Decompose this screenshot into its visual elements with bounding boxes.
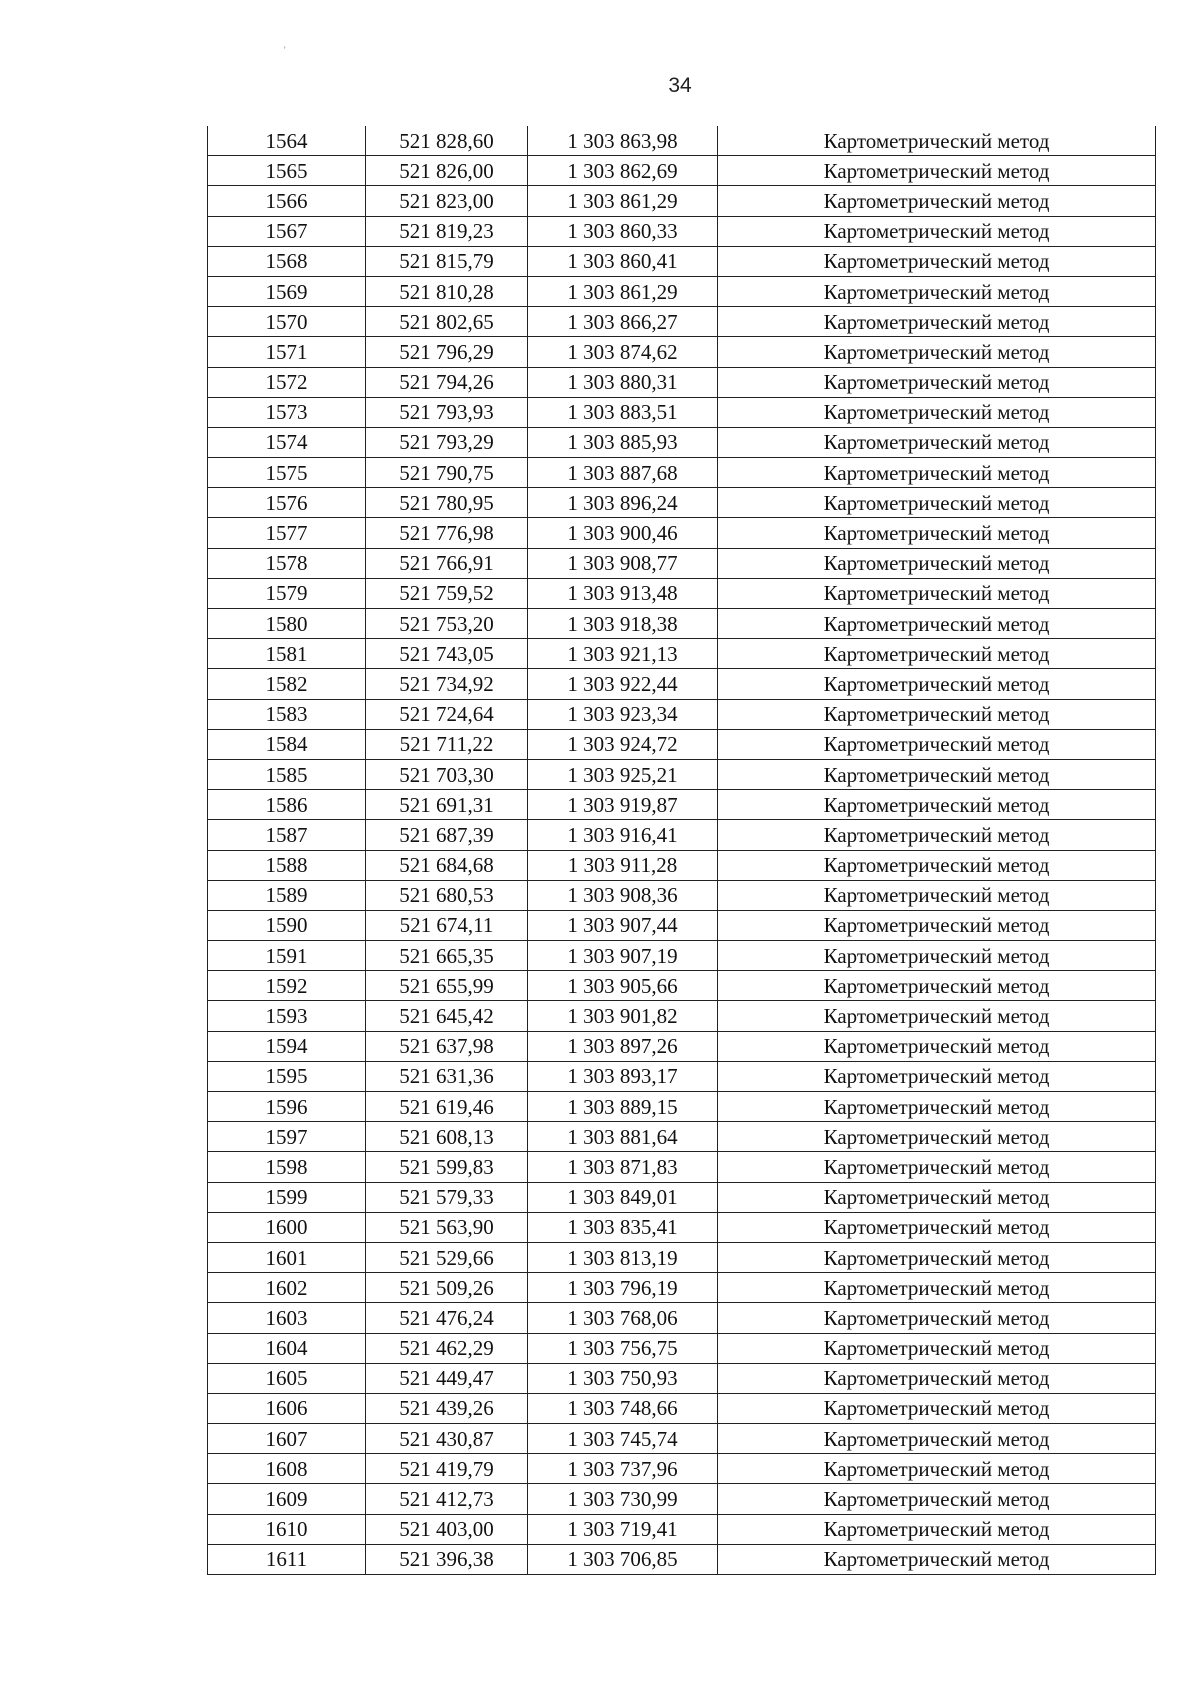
x-coordinate-cell: 521 619,46 — [366, 1092, 528, 1122]
table-row — [208, 1514, 1156, 1544]
point-number-cell: 1609 — [208, 1484, 366, 1514]
x-coordinate-cell: 521 828,60 — [366, 126, 528, 156]
table-row — [208, 971, 1156, 1001]
y-coordinate-cell: 1 303 768,06 — [528, 1303, 718, 1333]
point-number-cell: 1594 — [208, 1031, 366, 1061]
method-cell: Картометрический метод — [718, 488, 1156, 518]
table-row — [208, 216, 1156, 246]
method-cell: Картометрический метод — [718, 337, 1156, 367]
x-coordinate-cell: 521 703,30 — [366, 759, 528, 789]
table-row — [208, 759, 1156, 789]
page-number: 34 — [668, 74, 692, 97]
point-number-cell: 1607 — [208, 1424, 366, 1454]
table-row — [208, 1122, 1156, 1152]
x-coordinate-cell: 521 815,79 — [366, 246, 528, 276]
x-coordinate-cell: 521 599,83 — [366, 1152, 528, 1182]
y-coordinate-cell: 1 303 881,64 — [528, 1122, 718, 1152]
y-coordinate-cell: 1 303 861,29 — [528, 276, 718, 306]
table-row — [208, 548, 1156, 578]
table-row — [208, 1484, 1156, 1514]
table-row — [208, 1363, 1156, 1393]
y-coordinate-cell: 1 303 860,33 — [528, 216, 718, 246]
point-number-cell: 1581 — [208, 639, 366, 669]
method-cell: Картометрический метод — [718, 850, 1156, 880]
method-cell: Картометрический метод — [718, 820, 1156, 850]
point-number-cell: 1578 — [208, 548, 366, 578]
x-coordinate-cell: 521 419,79 — [366, 1454, 528, 1484]
method-cell: Картометрический метод — [718, 276, 1156, 306]
x-coordinate-cell: 521 759,52 — [366, 578, 528, 608]
point-number-cell: 1600 — [208, 1212, 366, 1242]
point-number-cell: 1579 — [208, 578, 366, 608]
point-number-cell: 1564 — [208, 126, 366, 156]
point-number-cell: 1601 — [208, 1242, 366, 1272]
y-coordinate-cell: 1 303 863,98 — [528, 126, 718, 156]
method-cell: Картометрический метод — [718, 1363, 1156, 1393]
x-coordinate-cell: 521 529,66 — [366, 1242, 528, 1272]
table-row — [208, 458, 1156, 488]
point-number-cell: 1596 — [208, 1092, 366, 1122]
x-coordinate-cell: 521 766,91 — [366, 548, 528, 578]
point-number-cell: 1570 — [208, 307, 366, 337]
y-coordinate-cell: 1 303 730,99 — [528, 1484, 718, 1514]
x-coordinate-cell: 521 396,38 — [366, 1544, 528, 1574]
point-number-cell: 1587 — [208, 820, 366, 850]
method-cell: Картометрический метод — [718, 790, 1156, 820]
y-coordinate-cell: 1 303 750,93 — [528, 1363, 718, 1393]
y-coordinate-cell: 1 303 913,48 — [528, 578, 718, 608]
point-number-cell: 1608 — [208, 1454, 366, 1484]
x-coordinate-cell: 521 823,00 — [366, 186, 528, 216]
point-number-cell: 1582 — [208, 669, 366, 699]
table-row — [208, 1242, 1156, 1272]
table-row — [208, 367, 1156, 397]
method-cell: Картометрический метод — [718, 1303, 1156, 1333]
table-row — [208, 1273, 1156, 1303]
point-number-cell: 1571 — [208, 337, 366, 367]
y-coordinate-cell: 1 303 883,51 — [528, 397, 718, 427]
method-cell: Картометрический метод — [718, 941, 1156, 971]
x-coordinate-cell: 521 403,00 — [366, 1514, 528, 1544]
point-number-cell: 1595 — [208, 1061, 366, 1091]
x-coordinate-cell: 521 802,65 — [366, 307, 528, 337]
x-coordinate-cell: 521 794,26 — [366, 367, 528, 397]
point-number-cell: 1603 — [208, 1303, 366, 1333]
y-coordinate-cell: 1 303 905,66 — [528, 971, 718, 1001]
method-cell: Картометрический метод — [718, 1031, 1156, 1061]
y-coordinate-cell: 1 303 921,13 — [528, 639, 718, 669]
y-coordinate-cell: 1 303 922,44 — [528, 669, 718, 699]
x-coordinate-cell: 521 776,98 — [366, 518, 528, 548]
method-cell: Картометрический метод — [718, 548, 1156, 578]
method-cell: Картометрический метод — [718, 1212, 1156, 1242]
method-cell: Картометрический метод — [718, 880, 1156, 910]
x-coordinate-cell: 521 724,64 — [366, 699, 528, 729]
method-cell: Картометрический метод — [718, 307, 1156, 337]
point-number-cell: 1584 — [208, 729, 366, 759]
method-cell: Картометрический метод — [718, 186, 1156, 216]
table-row — [208, 337, 1156, 367]
y-coordinate-cell: 1 303 900,46 — [528, 518, 718, 548]
method-cell: Картометрический метод — [718, 1061, 1156, 1091]
method-cell: Картометрический метод — [718, 1393, 1156, 1423]
table-row — [208, 1333, 1156, 1363]
table-row — [208, 427, 1156, 457]
point-number-cell: 1577 — [208, 518, 366, 548]
table-row — [208, 669, 1156, 699]
method-cell: Картометрический метод — [718, 1454, 1156, 1484]
y-coordinate-cell: 1 303 719,41 — [528, 1514, 718, 1544]
point-number-cell: 1588 — [208, 850, 366, 880]
table-row — [208, 126, 1156, 156]
x-coordinate-cell: 521 637,98 — [366, 1031, 528, 1061]
y-coordinate-cell: 1 303 849,01 — [528, 1182, 718, 1212]
y-coordinate-cell: 1 303 908,36 — [528, 880, 718, 910]
point-number-cell: 1573 — [208, 397, 366, 427]
y-coordinate-cell: 1 303 756,75 — [528, 1333, 718, 1363]
y-coordinate-cell: 1 303 737,96 — [528, 1454, 718, 1484]
method-cell: Картометрический метод — [718, 246, 1156, 276]
point-number-cell: 1574 — [208, 427, 366, 457]
y-coordinate-cell: 1 303 918,38 — [528, 609, 718, 639]
y-coordinate-cell: 1 303 796,19 — [528, 1273, 718, 1303]
x-coordinate-cell: 521 412,73 — [366, 1484, 528, 1514]
y-coordinate-cell: 1 303 866,27 — [528, 307, 718, 337]
table-row — [208, 820, 1156, 850]
table-row — [208, 880, 1156, 910]
point-number-cell: 1605 — [208, 1363, 366, 1393]
method-cell: Картометрический метод — [718, 367, 1156, 397]
x-coordinate-cell: 521 665,35 — [366, 941, 528, 971]
table-row — [208, 1212, 1156, 1242]
table-row — [208, 246, 1156, 276]
method-cell: Картометрический метод — [718, 397, 1156, 427]
y-coordinate-cell: 1 303 745,74 — [528, 1424, 718, 1454]
table-row — [208, 729, 1156, 759]
method-cell: Картометрический метод — [718, 729, 1156, 759]
x-coordinate-cell: 521 691,31 — [366, 790, 528, 820]
x-coordinate-cell: 521 810,28 — [366, 276, 528, 306]
table-row — [208, 276, 1156, 306]
point-number-cell: 1606 — [208, 1393, 366, 1423]
method-cell: Картометрический метод — [718, 1092, 1156, 1122]
coordinates-table — [207, 126, 1156, 1575]
point-number-cell: 1589 — [208, 880, 366, 910]
x-coordinate-cell: 521 753,20 — [366, 609, 528, 639]
point-number-cell: 1599 — [208, 1182, 366, 1212]
point-number-cell: 1568 — [208, 246, 366, 276]
y-coordinate-cell: 1 303 889,15 — [528, 1092, 718, 1122]
x-coordinate-cell: 521 793,29 — [366, 427, 528, 457]
table-row — [208, 578, 1156, 608]
method-cell: Картометрический метод — [718, 1514, 1156, 1544]
y-coordinate-cell: 1 303 916,41 — [528, 820, 718, 850]
x-coordinate-cell: 521 743,05 — [366, 639, 528, 669]
point-number-cell: 1565 — [208, 156, 366, 186]
point-number-cell: 1598 — [208, 1152, 366, 1182]
y-coordinate-cell: 1 303 748,66 — [528, 1393, 718, 1423]
point-number-cell: 1580 — [208, 609, 366, 639]
method-cell: Картометрический метод — [718, 639, 1156, 669]
method-cell: Картометрический метод — [718, 1333, 1156, 1363]
method-cell: Картометрический метод — [718, 1424, 1156, 1454]
y-coordinate-cell: 1 303 925,21 — [528, 759, 718, 789]
y-coordinate-cell: 1 303 893,17 — [528, 1061, 718, 1091]
method-cell: Картометрический метод — [718, 971, 1156, 1001]
y-coordinate-cell: 1 303 907,19 — [528, 941, 718, 971]
point-number-cell: 1604 — [208, 1333, 366, 1363]
point-number-cell: 1611 — [208, 1544, 366, 1574]
point-number-cell: 1583 — [208, 699, 366, 729]
x-coordinate-cell: 521 608,13 — [366, 1122, 528, 1152]
method-cell: Картометрический метод — [718, 669, 1156, 699]
table-row — [208, 518, 1156, 548]
y-coordinate-cell: 1 303 896,24 — [528, 488, 718, 518]
x-coordinate-cell: 521 674,11 — [366, 910, 528, 940]
table-row — [208, 488, 1156, 518]
point-number-cell: 1591 — [208, 941, 366, 971]
x-coordinate-cell: 521 579,33 — [366, 1182, 528, 1212]
table-row — [208, 609, 1156, 639]
point-number-cell: 1569 — [208, 276, 366, 306]
x-coordinate-cell: 521 826,00 — [366, 156, 528, 186]
y-coordinate-cell: 1 303 860,41 — [528, 246, 718, 276]
point-number-cell: 1597 — [208, 1122, 366, 1152]
point-number-cell: 1592 — [208, 971, 366, 1001]
y-coordinate-cell: 1 303 874,62 — [528, 337, 718, 367]
table-row — [208, 1454, 1156, 1484]
point-number-cell: 1602 — [208, 1273, 366, 1303]
method-cell: Картометрический метод — [718, 609, 1156, 639]
table-row — [208, 397, 1156, 427]
y-coordinate-cell: 1 303 885,93 — [528, 427, 718, 457]
x-coordinate-cell: 521 449,47 — [366, 1363, 528, 1393]
method-cell: Картометрический метод — [718, 126, 1156, 156]
method-cell: Картометрический метод — [718, 458, 1156, 488]
method-cell: Картометрический метод — [718, 759, 1156, 789]
table-row — [208, 1424, 1156, 1454]
y-coordinate-cell: 1 303 907,44 — [528, 910, 718, 940]
point-number-cell: 1567 — [208, 216, 366, 246]
point-number-cell: 1585 — [208, 759, 366, 789]
table-row — [208, 1303, 1156, 1333]
point-number-cell: 1610 — [208, 1514, 366, 1544]
method-cell: Картометрический метод — [718, 1544, 1156, 1574]
point-number-cell: 1586 — [208, 790, 366, 820]
method-cell: Картометрический метод — [718, 1182, 1156, 1212]
y-coordinate-cell: 1 303 911,28 — [528, 850, 718, 880]
table-row — [208, 941, 1156, 971]
y-coordinate-cell: 1 303 871,83 — [528, 1152, 718, 1182]
method-cell: Картометрический метод — [718, 1152, 1156, 1182]
table-row — [208, 1031, 1156, 1061]
x-coordinate-cell: 521 430,87 — [366, 1424, 528, 1454]
table-row — [208, 790, 1156, 820]
x-coordinate-cell: 521 439,26 — [366, 1393, 528, 1423]
x-coordinate-cell: 521 476,24 — [366, 1303, 528, 1333]
table-row — [208, 156, 1156, 186]
method-cell: Картометрический метод — [718, 156, 1156, 186]
method-cell: Картометрический метод — [718, 1484, 1156, 1514]
y-coordinate-cell: 1 303 861,29 — [528, 186, 718, 216]
x-coordinate-cell: 521 655,99 — [366, 971, 528, 1001]
x-coordinate-cell: 521 509,26 — [366, 1273, 528, 1303]
x-coordinate-cell: 521 631,36 — [366, 1061, 528, 1091]
table-row — [208, 910, 1156, 940]
y-coordinate-cell: 1 303 880,31 — [528, 367, 718, 397]
table-row — [208, 699, 1156, 729]
x-coordinate-cell: 521 819,23 — [366, 216, 528, 246]
y-coordinate-cell: 1 303 901,82 — [528, 1001, 718, 1031]
x-coordinate-cell: 521 796,29 — [366, 337, 528, 367]
x-coordinate-cell: 521 563,90 — [366, 1212, 528, 1242]
x-coordinate-cell: 521 790,75 — [366, 458, 528, 488]
table-row — [208, 307, 1156, 337]
y-coordinate-cell: 1 303 835,41 — [528, 1212, 718, 1242]
table-row — [208, 1182, 1156, 1212]
x-coordinate-cell: 521 793,93 — [366, 397, 528, 427]
method-cell: Картометрический метод — [718, 216, 1156, 246]
method-cell: Картометрический метод — [718, 1001, 1156, 1031]
table-row — [208, 850, 1156, 880]
table-row — [208, 639, 1156, 669]
method-cell: Картометрический метод — [718, 1242, 1156, 1272]
x-coordinate-cell: 521 645,42 — [366, 1001, 528, 1031]
point-number-cell: 1576 — [208, 488, 366, 518]
x-coordinate-cell: 521 684,68 — [366, 850, 528, 880]
x-coordinate-cell: 521 680,53 — [366, 880, 528, 910]
point-number-cell: 1575 — [208, 458, 366, 488]
x-coordinate-cell: 521 734,92 — [366, 669, 528, 699]
point-number-cell: 1566 — [208, 186, 366, 216]
stray-mark: ʾ — [283, 46, 287, 57]
method-cell: Картометрический метод — [718, 910, 1156, 940]
y-coordinate-cell: 1 303 923,34 — [528, 699, 718, 729]
x-coordinate-cell: 521 462,29 — [366, 1333, 528, 1363]
table-row — [208, 1001, 1156, 1031]
x-coordinate-cell: 521 687,39 — [366, 820, 528, 850]
point-number-cell: 1590 — [208, 910, 366, 940]
y-coordinate-cell: 1 303 908,77 — [528, 548, 718, 578]
table-row — [208, 1152, 1156, 1182]
method-cell: Картометрический метод — [718, 1122, 1156, 1152]
y-coordinate-cell: 1 303 924,72 — [528, 729, 718, 759]
point-number-cell: 1572 — [208, 367, 366, 397]
point-number-cell: 1593 — [208, 1001, 366, 1031]
method-cell: Картометрический метод — [718, 578, 1156, 608]
table-row — [208, 1092, 1156, 1122]
method-cell: Картометрический метод — [718, 518, 1156, 548]
y-coordinate-cell: 1 303 706,85 — [528, 1544, 718, 1574]
y-coordinate-cell: 1 303 919,87 — [528, 790, 718, 820]
table-row — [208, 1544, 1156, 1574]
table-row — [208, 186, 1156, 216]
table-row — [208, 1393, 1156, 1423]
x-coordinate-cell: 521 780,95 — [366, 488, 528, 518]
y-coordinate-cell: 1 303 862,69 — [528, 156, 718, 186]
y-coordinate-cell: 1 303 813,19 — [528, 1242, 718, 1272]
y-coordinate-cell: 1 303 887,68 — [528, 458, 718, 488]
table-row — [208, 1061, 1156, 1091]
x-coordinate-cell: 521 711,22 — [366, 729, 528, 759]
method-cell: Картометрический метод — [718, 427, 1156, 457]
y-coordinate-cell: 1 303 897,26 — [528, 1031, 718, 1061]
method-cell: Картометрический метод — [718, 1273, 1156, 1303]
method-cell: Картометрический метод — [718, 699, 1156, 729]
